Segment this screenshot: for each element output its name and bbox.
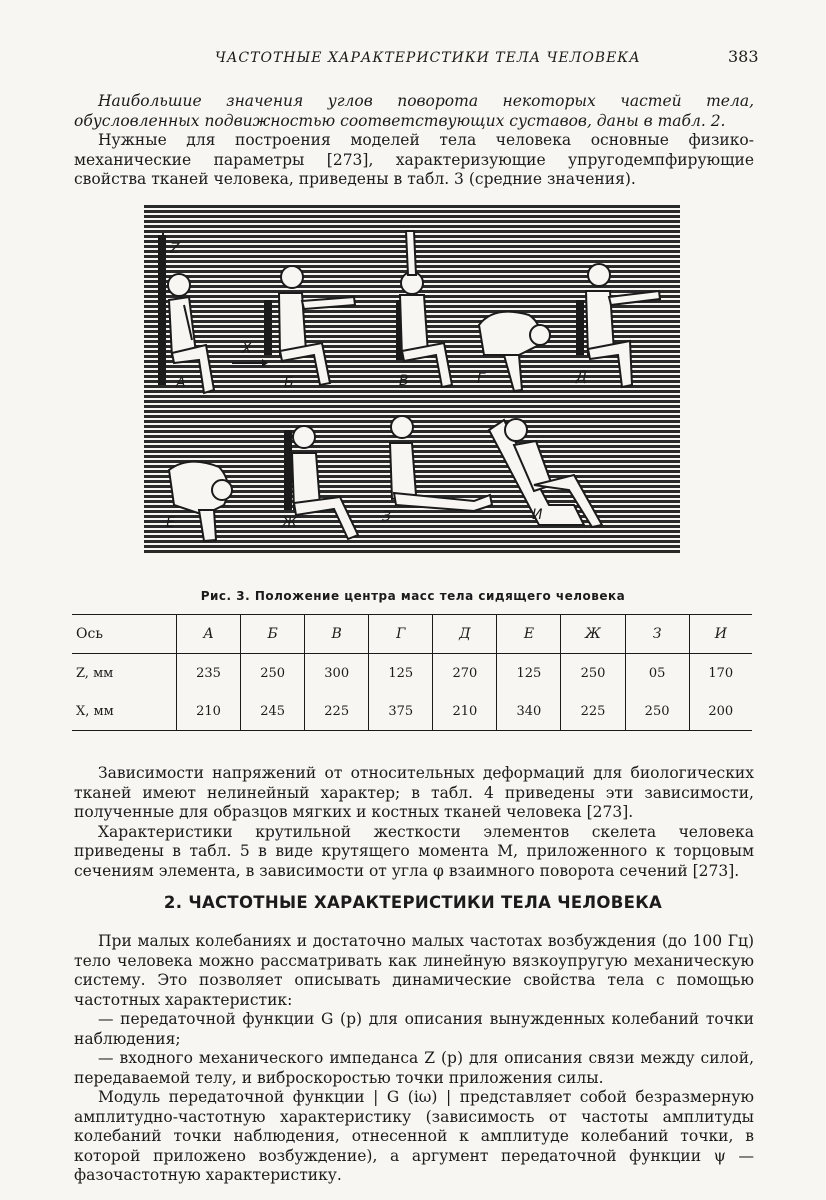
table-cell: 250: [561, 654, 625, 693]
table-header-cell: Ось: [76, 626, 103, 642]
section-paragraph-1: При малых колебаниях и достаточно малых частотах возбуждения (до 100 Гц) тело человека можно рассматривать как линейную вязкоупругую механическую систему. Это позволяет описывать динамические свойства тела с помощью частотных характеристик:: [74, 932, 754, 1009]
table-header-cell: Г: [369, 615, 433, 654]
intro-paragraph-2: Нужные для построения моделей тела человека основные физико-механические параметры [273], характеризующие упругодемпфирующие свойства тканей человека, приведены в табл. 3 (средние значения).: [74, 131, 754, 188]
figure-label-e: Е: [166, 515, 175, 531]
section-paragraph-4: Модуль передаточной функции | G (iω) | представляет собой безразмерную амплитудно-частотную характеристику (зависимость от частоты амплитуды колебаний точки наблюдения, отнесенной к амплитуде колебаний точки, в которой приложено возбуждение), а аргумент передаточной функции ψ — фазочастотную характеристику.: [74, 1088, 754, 1184]
table-cell: 250: [241, 654, 305, 693]
middle-paragraph-1: Зависимости напряжений от относительных деформаций для биологических тканей имеют нелинейный характер; в табл. 4 приведены эти зависимости, полученные для образцов мягких и костных тканей человека [273].: [74, 764, 754, 821]
table-header-cell: И: [689, 615, 752, 654]
table-cell: 270: [433, 654, 497, 693]
table-cell: 375: [369, 692, 433, 731]
table-header-cell: Д: [433, 615, 497, 654]
table-cell: 210: [433, 692, 497, 731]
section-text: [74, 932, 754, 1186]
figure-label-i: И: [532, 507, 543, 523]
table-cell: 170: [689, 654, 752, 693]
table-cell: 250: [625, 692, 689, 731]
table-header-cell: А: [177, 615, 241, 654]
table-header-cell: Е: [497, 615, 561, 654]
table-cell: 200: [689, 692, 752, 731]
center-of-mass-figure: [144, 205, 680, 555]
table-header-cell: Ж: [561, 615, 625, 654]
table-row: [72, 654, 752, 693]
figure-caption: Рис. 3. Положение центра масс тела сидящего человека: [200, 589, 626, 603]
figure-label-g: Г: [477, 371, 485, 387]
figure-label-d: Д: [576, 369, 587, 385]
running-title: ЧАСТОТНЫЕ ХАРАКТЕРИСТИКИ ТЕЛА ЧЕЛОВЕКА: [215, 50, 641, 66]
section-heading: 2. ЧАСТОТНЫЕ ХАРАКТЕРИСТИКИ ТЕЛА ЧЕЛОВЕКА: [163, 893, 663, 912]
table-header-cell: З: [625, 615, 689, 654]
table-cell: 340: [497, 692, 561, 731]
intro-paragraph-1: Наибольшие значения углов поворота некоторых частей тела, обусловленных подвижностью соответствующих суставов, даны в табл. 2.: [74, 92, 754, 130]
table-cell: 05: [625, 654, 689, 693]
table-cell: 125: [497, 654, 561, 693]
table-cell: X, мм: [76, 703, 114, 719]
table-row: [72, 692, 752, 731]
figure-label-z: З: [382, 509, 391, 525]
table-cell: 235: [177, 654, 241, 693]
page-number: 383: [728, 47, 759, 66]
table-cell: Z, мм: [76, 665, 114, 681]
section-paragraph-2: — передаточной функции G (p) для описания вынужденных колебаний точки наблюдения;: [74, 1010, 754, 1048]
middle-paragraph-2: Характеристики крутильной жесткости элементов скелета человека приведены в табл. 5 в виде крутящего момента M, приложенного к торцовым сечениям элемента, в зависимости от угла φ взаимного поворота сечений [273].: [74, 822, 754, 880]
figure-label-v: В: [399, 373, 409, 389]
center-of-mass-table: [72, 614, 752, 731]
table-cell: 245: [241, 692, 305, 731]
middle-text: [74, 764, 754, 881]
table-cell: 125: [369, 654, 433, 693]
section-paragraph-3: — входного механического импеданса Z (p) для описания связи между силой, передаваемой телу, и виброскоростью точки приложения силы.: [74, 1049, 754, 1087]
axis-x-label: X: [242, 341, 252, 357]
table-header-cell: В: [305, 615, 369, 654]
figure-label-a: А: [176, 375, 186, 391]
table-header-row: [72, 615, 752, 654]
table-cell: 225: [305, 692, 369, 731]
table-cell: 225: [561, 692, 625, 731]
table-cell: 300: [305, 654, 369, 693]
figure-label-zh: Ж: [282, 515, 298, 531]
table-cell: 210: [177, 692, 241, 731]
axis-z-label: Z: [170, 241, 180, 257]
table-header-cell: Б: [241, 615, 305, 654]
figure-label-b: Б: [284, 375, 294, 391]
intro-text: [74, 92, 754, 190]
